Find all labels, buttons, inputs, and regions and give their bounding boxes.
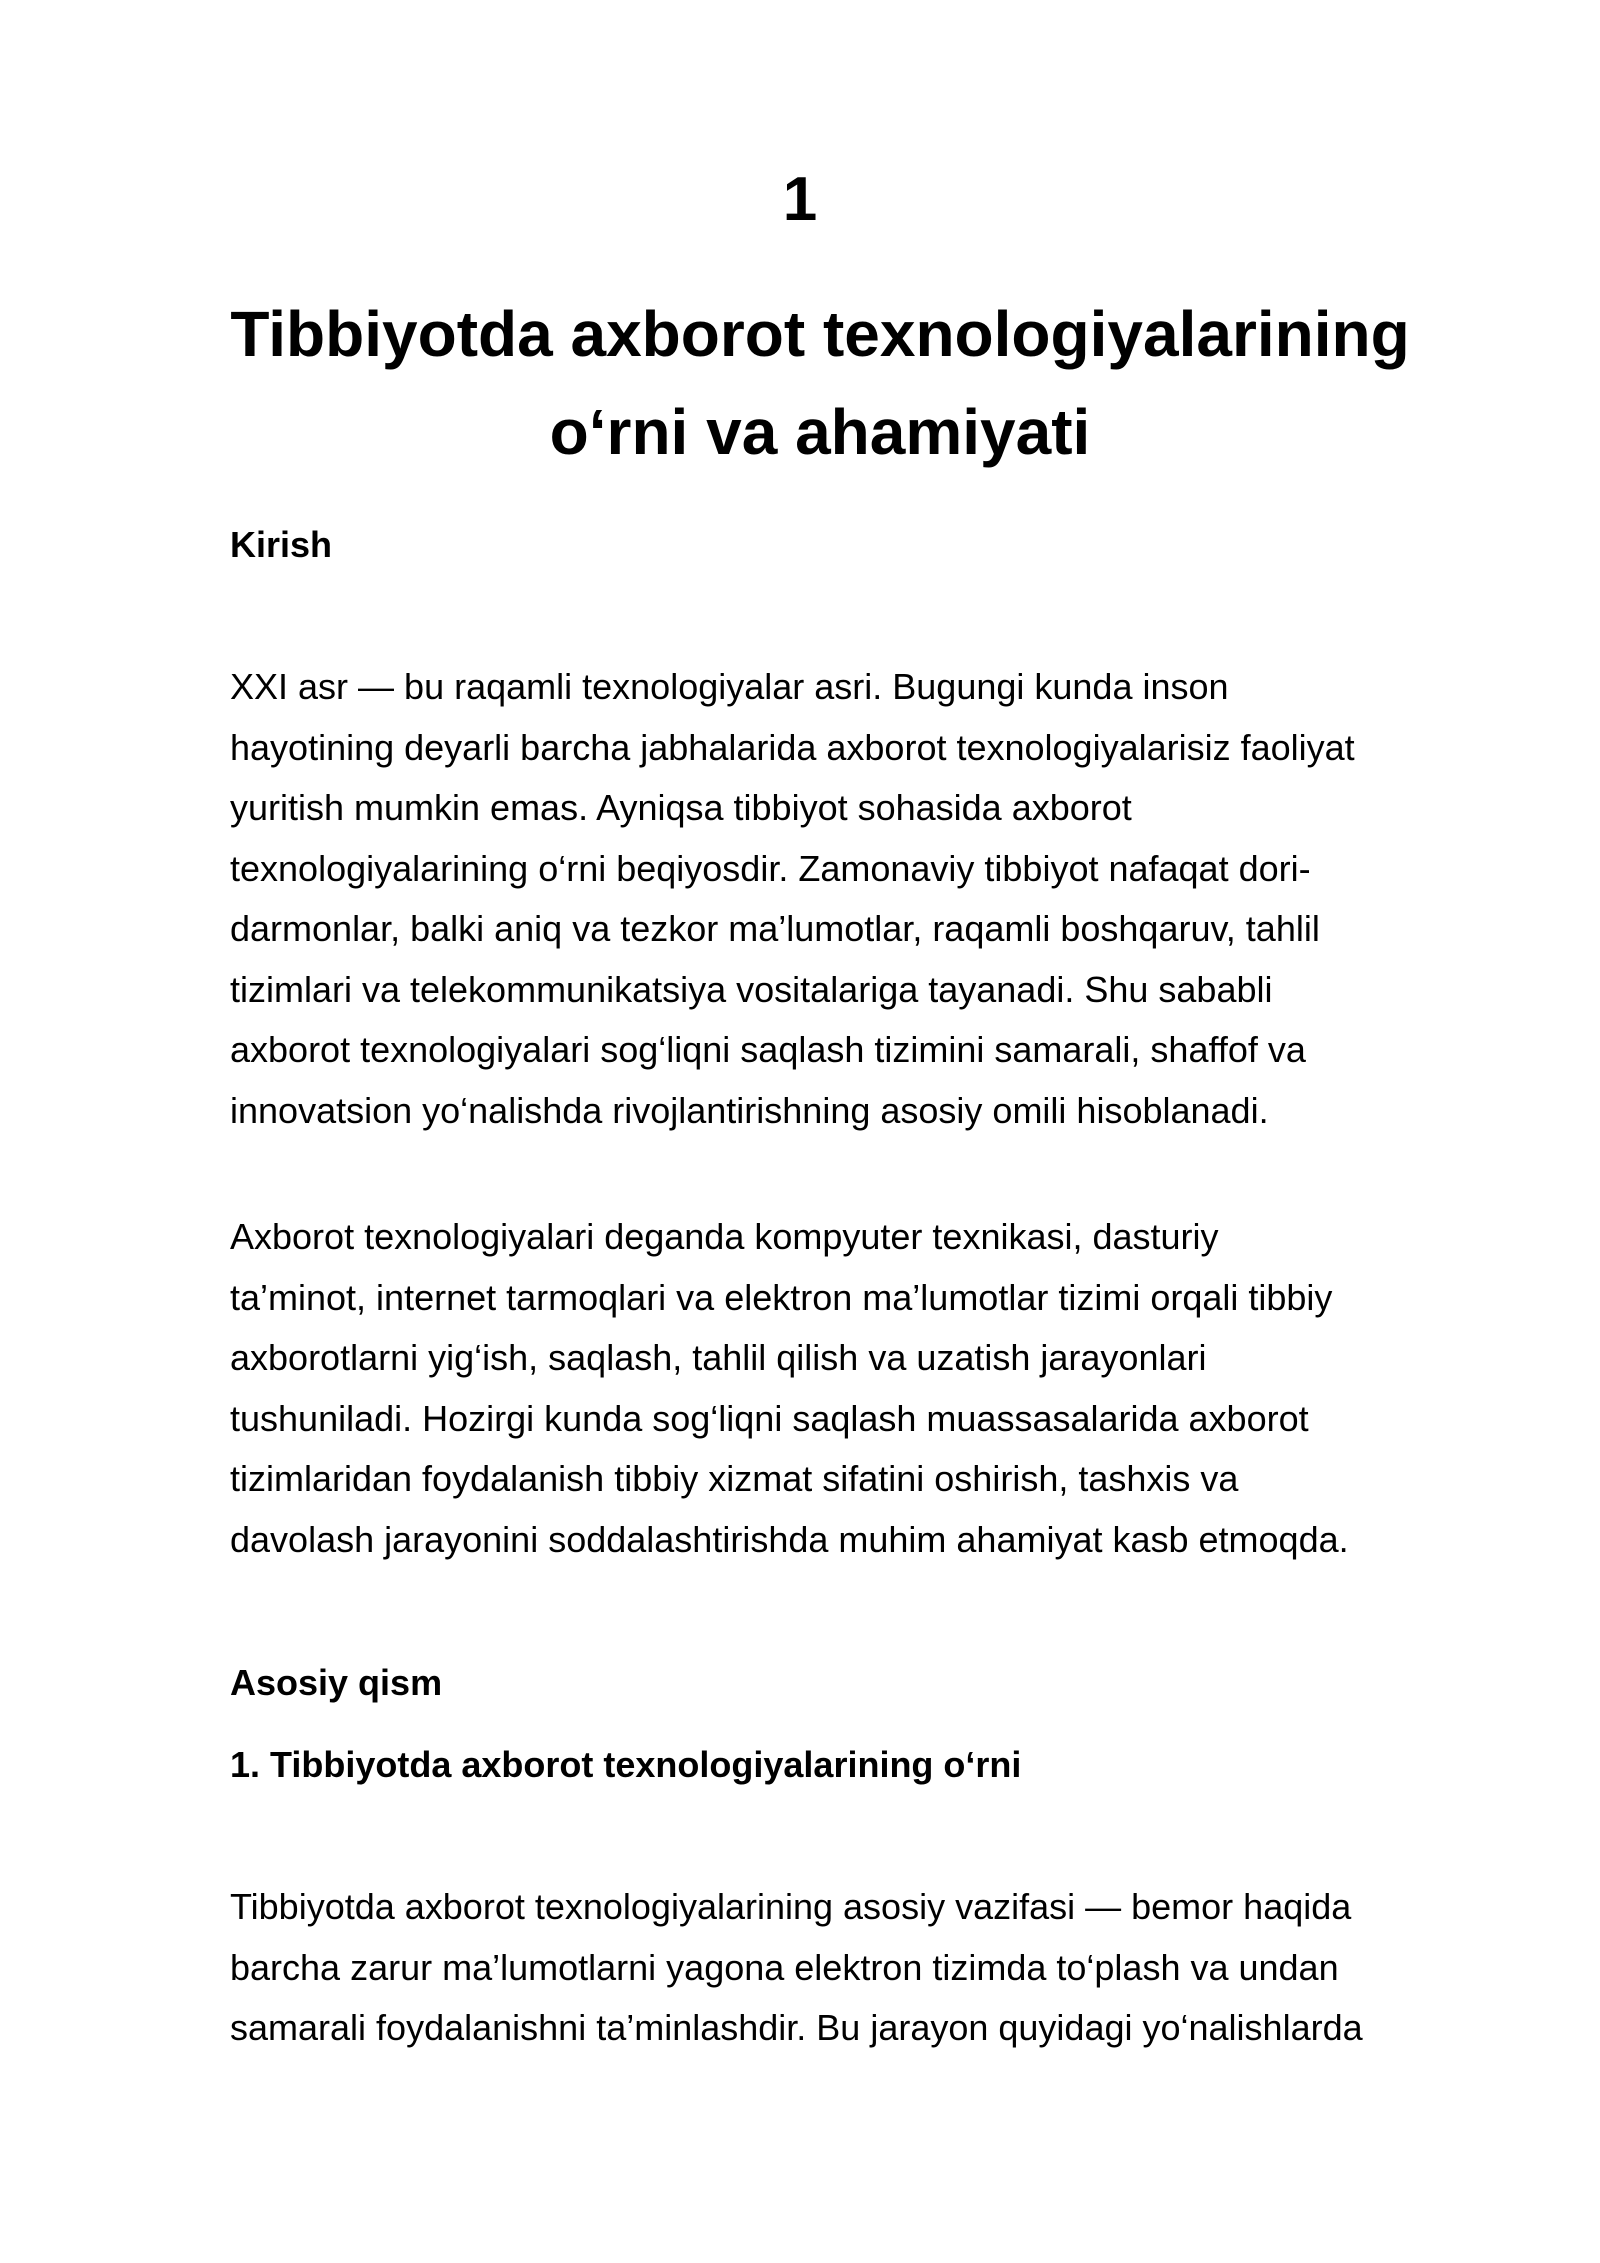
intro-heading: Kirish xyxy=(230,524,333,565)
title-line: Tibbiyotda axborot texnologiyalarining xyxy=(230,298,1410,370)
paragraph-line: darmonlar, balki aniq va tezkor ma’lumotlar, raqamli boshqaruv, tahlil xyxy=(230,908,1320,949)
paragraph-line: tizimlari va telekommunikatsiya vositalariga tayanadi. Shu sababli xyxy=(230,968,1273,1010)
paragraph-line: davolash jarayonini soddalashtirishda muhim ahamiyat kasb etmoqda. xyxy=(230,1518,1349,1560)
main-heading: Asosiy qism xyxy=(230,1662,443,1703)
chapter-number: 1 xyxy=(782,165,818,234)
paragraph-line: barcha zarur ma’lumotlarni yagona elektron tizimda to‘plash va undan xyxy=(230,1946,1339,1988)
paragraph-line: texnologiyalarining o‘rni beqiyosdir. Zamonaviy tibbiyot nafaqat dori- xyxy=(230,847,1311,889)
paragraph-line: hayotining deyarli barcha jabhalarida axborot texnologiyalarisiz faoliyat xyxy=(230,726,1355,768)
paragraph-line: Axborot texnologiyalari deganda kompyuter texnikasi, dasturiy xyxy=(230,1216,1219,1257)
paragraph-line: ta’minot, internet tarmoqlari va elektron ma’lumotlar tizimi orqali tibbiy xyxy=(230,1276,1333,1318)
main-paragraph-1 xyxy=(230,1877,1510,2059)
paragraph-line: samarali foydalanishni ta’minlashdir. Bu jarayon quyidagi yo‘nalishlarda xyxy=(230,2007,1363,2048)
paragraph-line: axborot texnologiyalari sog‘liqni saqlash tizimini samarali, shaffof va xyxy=(230,1029,1306,1070)
document-title xyxy=(230,285,1410,481)
intro-paragraph-1 xyxy=(230,657,1510,1141)
paragraph-line: yuritish mumkin emas. Ayniqsa tibbiyot sohasida axborot xyxy=(230,787,1132,828)
main-subheading: 1. Tibbiyotda axborot texnologiyalarining o‘rni xyxy=(230,1744,1022,1785)
paragraph-line: innovatsion yo‘nalishda rivojlantirishning asosiy omili hisoblanadi. xyxy=(230,1089,1269,1131)
paragraph-line: tizimlaridan foydalanish tibbiy xizmat sifatini oshirish, tashxis va xyxy=(230,1458,1239,1499)
intro-paragraph-2 xyxy=(230,1207,1510,1570)
paragraph-line: axborotlarni yig‘ish, saqlash, tahlil qilish va uzatish jarayonlari xyxy=(230,1337,1207,1378)
paragraph-line: XXI asr — bu raqamli texnologiyalar asri. Bugungi kunda inson xyxy=(230,666,1229,707)
title-line: o‘rni va ahamiyati xyxy=(549,396,1091,468)
paragraph-line: Tibbiyotda axborot texnologiyalarining asosiy vazifasi — bemor haqida xyxy=(230,1886,1352,1927)
paragraph-line: tushuniladi. Hozirgi kunda sog‘liqni saqlash muassasalarida axborot xyxy=(230,1397,1309,1439)
